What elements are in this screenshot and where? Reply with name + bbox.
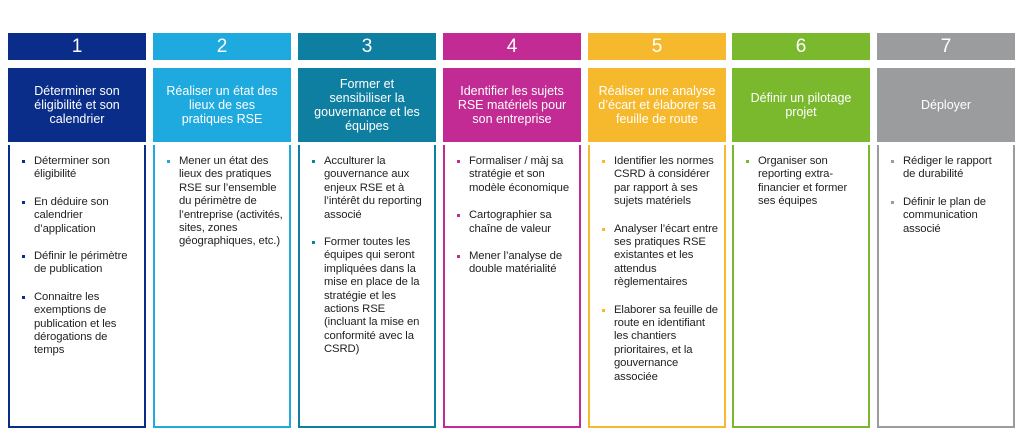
list-item (449, 155, 573, 195)
step-task-list (883, 155, 1007, 236)
step-column-1 (8, 33, 146, 428)
list-item-text: Cartographier sa chaîne de valeur (469, 209, 552, 235)
list-item (14, 196, 138, 236)
step-title-text: Réaliser une analyse d’écart et élaborer sa feuille de route (598, 84, 716, 126)
list-item (14, 291, 138, 358)
step-body (8, 145, 146, 428)
list-item-text: Formaliser / màj sa stratégie et son modèle économique (469, 155, 570, 194)
step-body (153, 145, 291, 428)
step-title (153, 68, 291, 142)
step-number: 1 (8, 33, 146, 60)
step-task-list (594, 155, 718, 384)
step-title-text: Identifier les sujets RSE matériels pour son entreprise (457, 84, 567, 126)
step-title (588, 68, 726, 142)
step-title (732, 68, 870, 142)
list-item (304, 236, 428, 357)
list-item-text: Organiser son reporting extra-financier et former ses équipes (758, 155, 848, 208)
step-title-text: Déterminer son éligibilité et son calendrier (34, 84, 120, 126)
list-item (304, 155, 428, 222)
list-item-text: Rédiger le rapport de durabilité (903, 155, 992, 181)
step-title-text: Définir un pilotage projet (750, 91, 852, 119)
step-title-text: Former et sensibiliser la gouvernance et les équipes (314, 77, 420, 133)
step-column-5 (588, 33, 726, 428)
step-body (732, 145, 870, 428)
step-number: 6 (732, 33, 870, 60)
step-body (877, 145, 1015, 428)
list-item-text: Analyser l’écart entre ses pratiques RSE existantes et les attendus règlementaires (614, 222, 718, 289)
step-title-text: Réaliser un état des lieux de ses pratiques RSE (166, 84, 278, 126)
list-item (159, 155, 283, 249)
step-task-list (159, 155, 283, 249)
step-column-2 (153, 33, 291, 428)
step-task-list (738, 155, 862, 209)
list-item-text: Former toutes les équipes qui seront impliquées dans la mise en place de la stratégie et les actions RSE (incluant la mise en conformité avec la CSRD) (324, 236, 420, 356)
step-title (8, 68, 146, 142)
list-item-text: Mener l’analyse de double matérialité (469, 250, 563, 276)
step-body (443, 145, 581, 428)
step-number: 4 (443, 33, 581, 60)
list-item-text: Elaborer sa feuille de route en identifiant les chantiers prioritaires, et la gouvernance associée (614, 303, 718, 383)
step-body (298, 145, 436, 428)
step-body (588, 145, 726, 428)
step-column-4 (443, 33, 581, 428)
list-item (883, 155, 1007, 182)
step-title (443, 68, 581, 142)
list-item (14, 250, 138, 277)
step-number: 3 (298, 33, 436, 60)
list-item (594, 304, 718, 384)
list-item (449, 209, 573, 236)
list-item (738, 155, 862, 209)
step-title-text: Déployer (920, 98, 972, 112)
list-item-text: En déduire son calendrier d’application (34, 195, 109, 235)
list-item (14, 155, 138, 182)
step-title (298, 68, 436, 142)
list-item (883, 196, 1007, 236)
step-task-list (304, 155, 428, 357)
list-item-text: Identifier les normes CSRD à considérer par rapport à ses sujets matériels (614, 155, 714, 208)
list-item (594, 155, 718, 209)
step-number: 5 (588, 33, 726, 60)
list-item-text: Définir le plan de communication associé (903, 195, 986, 235)
step-task-list (449, 155, 573, 277)
list-item (449, 250, 573, 277)
list-item-text: Connaitre les exemptions de publication et les dérogations de temps (34, 290, 117, 357)
step-column-3 (298, 33, 436, 428)
list-item-text: Définir le périmètre de publication (34, 250, 128, 276)
list-item-text: Déterminer son éligibilité (34, 155, 110, 181)
list-item-text: Mener un état des lieux des pratiques RSE sur l’ensemble du périmètre de l’entreprise (activités, sites, zones géographiques, etc.) (179, 155, 283, 248)
list-item-text: Acculturer la gouvernance aux enjeux RSE et à l’intérêt du reporting associé (324, 155, 422, 221)
step-column-6 (732, 33, 870, 428)
step-number: 7 (877, 33, 1015, 60)
step-task-list (14, 155, 138, 358)
step-number: 2 (153, 33, 291, 60)
step-title (877, 68, 1015, 142)
step-column-7 (877, 33, 1015, 428)
list-item (594, 223, 718, 290)
